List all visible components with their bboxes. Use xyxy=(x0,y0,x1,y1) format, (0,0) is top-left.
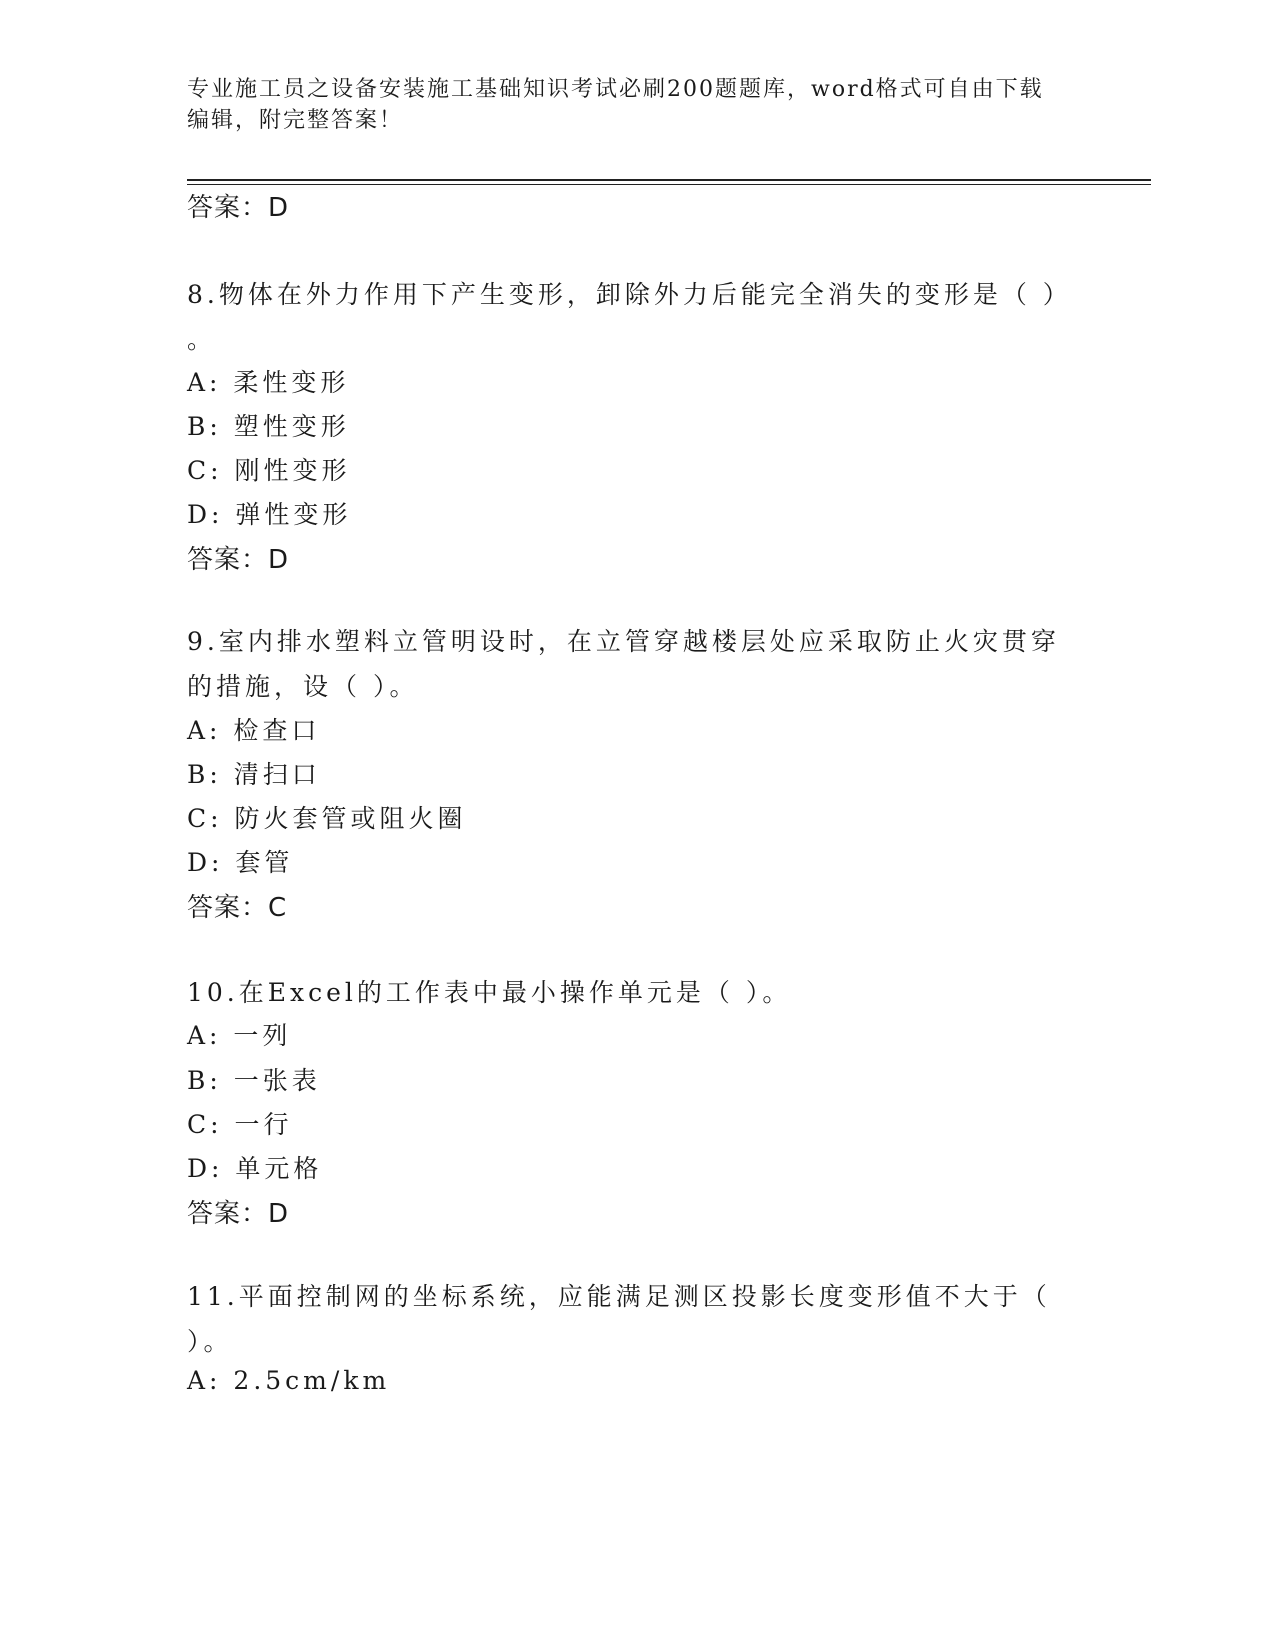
question-10-stem: 10.在Excel的工作表中最小操作单元是（ ）。 xyxy=(187,978,792,1007)
question-8-stem-cont: 。 xyxy=(187,325,217,354)
question-9-option-a: A: 检查口 xyxy=(187,716,321,745)
question-8-option-a: A: 柔性变形 xyxy=(187,368,350,397)
question-9-option-d: D: 套管 xyxy=(187,848,294,877)
header-title-line-1: 专业施工员之设备安装施工基础知识考试必刷200题题库，word格式可自由下载 xyxy=(187,77,1044,102)
question-10-option-a: A: 一列 xyxy=(187,1021,292,1050)
question-9-stem-cont: 的措施，设（ ）。 xyxy=(187,672,419,701)
question-9-option-c: C: 防火套管或阻火圈 xyxy=(187,804,467,833)
header-rule-thick xyxy=(187,179,1151,181)
question-9-stem: 9.室内排水塑料立管明设时，在立管穿越楼层处应采取防止火灾贯穿 xyxy=(187,627,1060,656)
answer-q8: 答案：D xyxy=(187,545,290,575)
question-8-option-d: D: 弹性变形 xyxy=(187,500,352,529)
question-8-option-c: C: 刚性变形 xyxy=(187,456,351,485)
answer-q7: 答案：D xyxy=(187,193,290,223)
document-header xyxy=(187,74,1067,136)
answer-q9: 答案：C xyxy=(187,893,288,923)
question-11-option-a: A: 2.5cm/km xyxy=(187,1366,391,1395)
question-10-option-c: C: 一行 xyxy=(187,1110,293,1139)
question-10-option-b: B: 一张表 xyxy=(187,1066,321,1095)
question-10-option-d: D: 单元格 xyxy=(187,1154,323,1183)
question-11-stem: 11.平面控制网的坐标系统，应能满足测区投影长度变形值不大于（ xyxy=(187,1282,1051,1311)
header-rule-thin xyxy=(187,184,1151,185)
answer-q10: 答案：D xyxy=(187,1199,290,1229)
question-8-option-b: B: 塑性变形 xyxy=(187,412,350,441)
header-title-line-2: 编辑，附完整答案！ xyxy=(187,108,404,133)
question-9-option-b: B: 清扫口 xyxy=(187,760,321,789)
question-8-stem: 8.物体在外力作用下产生变形，卸除外力后能完全消失的变形是（ ） xyxy=(187,280,1072,309)
question-11-stem-cont: ）。 xyxy=(187,1327,233,1356)
